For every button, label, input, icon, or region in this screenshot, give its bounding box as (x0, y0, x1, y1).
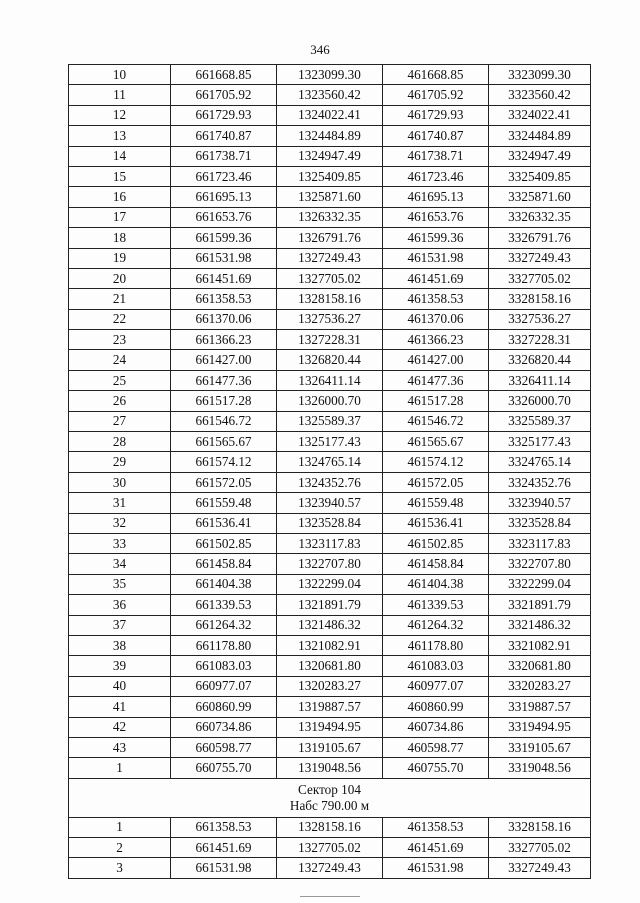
table-row (69, 187, 591, 207)
table-cell: 1326411.14 (277, 370, 383, 390)
table-cell: 1326791.76 (277, 228, 383, 248)
table-cell: 1319494.95 (277, 717, 383, 737)
table-cell: 461668.85 (383, 65, 489, 85)
table-row (69, 737, 591, 757)
table-cell: 661574.12 (171, 452, 277, 472)
table-cell: 3322707.80 (489, 554, 591, 574)
table-cell: 1327536.27 (277, 309, 383, 329)
table-cell: 3326791.76 (489, 228, 591, 248)
table-cell: 661599.36 (171, 228, 277, 248)
coordinates-table (68, 64, 591, 879)
table-row (69, 513, 591, 533)
table-cell: 3322299.04 (489, 574, 591, 594)
table-row (69, 370, 591, 390)
table-cell: 661723.46 (171, 166, 277, 186)
table-cell: 1324765.14 (277, 452, 383, 472)
table-cell: 661668.85 (171, 65, 277, 85)
table-cell: 41 (69, 697, 171, 717)
table-cell: 3328158.16 (489, 289, 591, 309)
table-cell: 3323528.84 (489, 513, 591, 533)
table-cell: 461559.48 (383, 493, 489, 513)
table-cell: 3 (69, 858, 171, 878)
table-cell: 461502.85 (383, 533, 489, 553)
table-row (69, 126, 591, 146)
table-cell: 3324352.76 (489, 472, 591, 492)
table-row (69, 676, 591, 696)
table-row (69, 432, 591, 452)
table-cell: 18 (69, 228, 171, 248)
table-cell: 3326000.70 (489, 391, 591, 411)
table-cell: 42 (69, 717, 171, 737)
sector-height: Набс 790.00 м (289, 797, 370, 813)
table-cell: 661427.00 (171, 350, 277, 370)
table-cell: 3327249.43 (489, 858, 591, 878)
table-cell: 3327705.02 (489, 838, 591, 858)
table-cell: 460598.77 (383, 737, 489, 757)
table-cell: 661083.03 (171, 656, 277, 676)
table-row (69, 289, 591, 309)
table-cell: 461477.36 (383, 370, 489, 390)
table-cell: 3325589.37 (489, 411, 591, 431)
table-cell: 661559.48 (171, 493, 277, 513)
table-cell: 1323528.84 (277, 513, 383, 533)
table-cell: 461339.53 (383, 595, 489, 615)
table-cell: 1327228.31 (277, 330, 383, 350)
table-cell: 460755.70 (383, 758, 489, 778)
table-row (69, 574, 591, 594)
table-cell: 1321891.79 (277, 595, 383, 615)
table-cell: 661546.72 (171, 411, 277, 431)
table-cell: 3327536.27 (489, 309, 591, 329)
table-cell: 661729.93 (171, 105, 277, 125)
table-cell: 1320681.80 (277, 656, 383, 676)
table-cell: 36 (69, 595, 171, 615)
table-cell: 1326820.44 (277, 350, 383, 370)
table-cell: 3327249.43 (489, 248, 591, 268)
table-cell: 461366.23 (383, 330, 489, 350)
table-cell: 661358.53 (171, 289, 277, 309)
table-cell: 461264.32 (383, 615, 489, 635)
table-row (69, 228, 591, 248)
table-cell: 461565.67 (383, 432, 489, 452)
table-cell: 1324484.89 (277, 126, 383, 146)
table-row (69, 554, 591, 574)
table-cell: 1325177.43 (277, 432, 383, 452)
table-cell: 461599.36 (383, 228, 489, 248)
table-row (69, 858, 591, 878)
table-cell: 461083.03 (383, 656, 489, 676)
table-cell: 461517.28 (383, 391, 489, 411)
table-cell: 3321082.91 (489, 635, 591, 655)
table-cell: 3321486.32 (489, 615, 591, 635)
table-cell: 38 (69, 635, 171, 655)
table-cell: 10 (69, 65, 171, 85)
table-row (69, 697, 591, 717)
table-cell: 461458.84 (383, 554, 489, 574)
table-cell: 1327705.02 (277, 268, 383, 288)
table-cell: 1319105.67 (277, 737, 383, 757)
table-cell: 3323117.83 (489, 533, 591, 553)
table-row (69, 65, 591, 85)
table-row (69, 452, 591, 472)
table-cell: 461695.13 (383, 187, 489, 207)
table-cell: 661178.80 (171, 635, 277, 655)
table-cell: 1323560.42 (277, 85, 383, 105)
table-cell: 30 (69, 472, 171, 492)
table-cell: 1327705.02 (277, 838, 383, 858)
table-cell: 3325177.43 (489, 432, 591, 452)
table-row (69, 758, 591, 778)
table-cell: 661264.32 (171, 615, 277, 635)
table-cell: 460860.99 (383, 697, 489, 717)
table-cell: 13 (69, 126, 171, 146)
table-cell: 19 (69, 248, 171, 268)
table-cell: 3325871.60 (489, 187, 591, 207)
table-cell: 461531.98 (383, 858, 489, 878)
table-cell: 1322299.04 (277, 574, 383, 594)
table-cell: 3324484.89 (489, 126, 591, 146)
scan-mark (300, 896, 360, 897)
table-cell: 461531.98 (383, 248, 489, 268)
table-row (69, 533, 591, 553)
table-cell: 1319887.57 (277, 697, 383, 717)
table-cell: 3327228.31 (489, 330, 591, 350)
table-row (69, 717, 591, 737)
table-cell: 3324022.41 (489, 105, 591, 125)
table-cell: 3323560.42 (489, 85, 591, 105)
table-cell: 1326332.35 (277, 207, 383, 227)
table-row (69, 635, 591, 655)
table-cell: 461738.71 (383, 146, 489, 166)
table-cell: 461370.06 (383, 309, 489, 329)
table-cell: 3326332.35 (489, 207, 591, 227)
table-row (69, 595, 591, 615)
table-row (69, 105, 591, 125)
table-cell: 661653.76 (171, 207, 277, 227)
table-cell: 1324022.41 (277, 105, 383, 125)
table-cell: 1321082.91 (277, 635, 383, 655)
table-cell: 27 (69, 411, 171, 431)
table-row (69, 268, 591, 288)
table-cell: 22 (69, 309, 171, 329)
table-cell: 661531.98 (171, 248, 277, 268)
table-cell: 3326411.14 (489, 370, 591, 390)
table-row (69, 411, 591, 431)
table-cell: 661404.38 (171, 574, 277, 594)
table-cell: 661565.67 (171, 432, 277, 452)
table-cell: 661502.85 (171, 533, 277, 553)
table-cell: 31 (69, 493, 171, 513)
table-row (69, 615, 591, 635)
table-cell: 660860.99 (171, 697, 277, 717)
table-cell: 40 (69, 676, 171, 696)
table-cell: 661451.69 (171, 838, 277, 858)
table-cell: 1321486.32 (277, 615, 383, 635)
table-cell: 1323099.30 (277, 65, 383, 85)
sector-header-body (69, 778, 591, 817)
table-cell: 461574.12 (383, 452, 489, 472)
table-cell: 460734.86 (383, 717, 489, 737)
table-cell: 461404.38 (383, 574, 489, 594)
table-cell: 1324947.49 (277, 146, 383, 166)
table-cell: 1320283.27 (277, 676, 383, 696)
table-cell: 461451.69 (383, 268, 489, 288)
sector-table-body (69, 817, 591, 878)
table-cell: 35 (69, 574, 171, 594)
table-cell: 33 (69, 533, 171, 553)
table-cell: 3324947.49 (489, 146, 591, 166)
table-cell: 3327705.02 (489, 268, 591, 288)
table-cell: 1319048.56 (277, 758, 383, 778)
table-cell: 661517.28 (171, 391, 277, 411)
table-cell: 11 (69, 85, 171, 105)
table-cell: 3319494.95 (489, 717, 591, 737)
table-cell: 28 (69, 432, 171, 452)
page-number: 346 (310, 42, 330, 57)
table-row (69, 350, 591, 370)
table-cell: 661358.53 (171, 817, 277, 837)
table-row (69, 472, 591, 492)
sector-header-cell (69, 778, 591, 817)
table-cell: 1322707.80 (277, 554, 383, 574)
table-cell: 661738.71 (171, 146, 277, 166)
table-cell: 460977.07 (383, 676, 489, 696)
table-cell: 1323117.83 (277, 533, 383, 553)
table-cell: 3319887.57 (489, 697, 591, 717)
table-cell: 1325871.60 (277, 187, 383, 207)
table-cell: 1 (69, 758, 171, 778)
table-cell: 24 (69, 350, 171, 370)
table-cell: 461546.72 (383, 411, 489, 431)
table-cell: 29 (69, 452, 171, 472)
table-cell: 661477.36 (171, 370, 277, 390)
table-cell: 661458.84 (171, 554, 277, 574)
table-cell: 660755.70 (171, 758, 277, 778)
table-cell: 1328158.16 (277, 817, 383, 837)
table-cell: 461723.46 (383, 166, 489, 186)
table-cell: 660734.86 (171, 717, 277, 737)
table-cell: 3321891.79 (489, 595, 591, 615)
table-cell: 1323940.57 (277, 493, 383, 513)
table-cell: 661531.98 (171, 858, 277, 878)
table-cell: 661536.41 (171, 513, 277, 533)
coordinates-table-body (69, 65, 591, 779)
table-cell: 461729.93 (383, 105, 489, 125)
table-cell: 1326000.70 (277, 391, 383, 411)
table-cell: 20 (69, 268, 171, 288)
table-cell: 661705.92 (171, 85, 277, 105)
table-cell: 461705.92 (383, 85, 489, 105)
table-cell: 1325409.85 (277, 166, 383, 186)
table-cell: 14 (69, 146, 171, 166)
table-cell: 15 (69, 166, 171, 186)
table-cell: 26 (69, 391, 171, 411)
table-row (69, 493, 591, 513)
table-cell: 3326820.44 (489, 350, 591, 370)
table-cell: 661451.69 (171, 268, 277, 288)
table-cell: 461178.80 (383, 635, 489, 655)
table-row (69, 391, 591, 411)
table-cell: 661740.87 (171, 126, 277, 146)
table-cell: 25 (69, 370, 171, 390)
table-row (69, 309, 591, 329)
table-cell: 461653.76 (383, 207, 489, 227)
table-cell: 1 (69, 817, 171, 837)
table-cell: 1327249.43 (277, 248, 383, 268)
table-row (69, 330, 591, 350)
table-cell: 21 (69, 289, 171, 309)
table-cell: 461358.53 (383, 289, 489, 309)
table-row (69, 85, 591, 105)
table-cell: 39 (69, 656, 171, 676)
table-cell: 12 (69, 105, 171, 125)
table-cell: 461427.00 (383, 350, 489, 370)
table-cell: 37 (69, 615, 171, 635)
table-cell: 661695.13 (171, 187, 277, 207)
table-cell: 661572.05 (171, 472, 277, 492)
table-cell: 3319105.67 (489, 737, 591, 757)
table-cell: 461536.41 (383, 513, 489, 533)
table-cell: 3325409.85 (489, 166, 591, 186)
table-cell: 16 (69, 187, 171, 207)
table-cell: 461451.69 (383, 838, 489, 858)
table-row (69, 817, 591, 837)
table-cell: 2 (69, 838, 171, 858)
table-cell: 32 (69, 513, 171, 533)
table-cell: 461740.87 (383, 126, 489, 146)
table-cell: 17 (69, 207, 171, 227)
table-cell: 43 (69, 737, 171, 757)
table-cell: 3323940.57 (489, 493, 591, 513)
table-cell: 23 (69, 330, 171, 350)
table-cell: 3320283.27 (489, 676, 591, 696)
table-row (69, 838, 591, 858)
table-cell: 660598.77 (171, 737, 277, 757)
sector-header-row (69, 778, 591, 817)
table-cell: 661366.23 (171, 330, 277, 350)
table-row (69, 248, 591, 268)
table-row (69, 146, 591, 166)
table-cell: 661370.06 (171, 309, 277, 329)
table-cell: 461572.05 (383, 472, 489, 492)
table-cell: 34 (69, 554, 171, 574)
table-cell: 3324765.14 (489, 452, 591, 472)
table-cell: 1328158.16 (277, 289, 383, 309)
table-cell: 3320681.80 (489, 656, 591, 676)
table-row (69, 656, 591, 676)
table-cell: 3323099.30 (489, 65, 591, 85)
table-cell: 1325589.37 (277, 411, 383, 431)
table-cell: 660977.07 (171, 676, 277, 696)
table-cell: 3319048.56 (489, 758, 591, 778)
sector-title: Сектор 104 (298, 781, 361, 797)
table-cell: 3328158.16 (489, 817, 591, 837)
table-cell: 461358.53 (383, 817, 489, 837)
table-row (69, 207, 591, 227)
table-cell: 1324352.76 (277, 472, 383, 492)
table-cell: 661339.53 (171, 595, 277, 615)
table-row (69, 166, 591, 186)
table-cell: 1327249.43 (277, 858, 383, 878)
